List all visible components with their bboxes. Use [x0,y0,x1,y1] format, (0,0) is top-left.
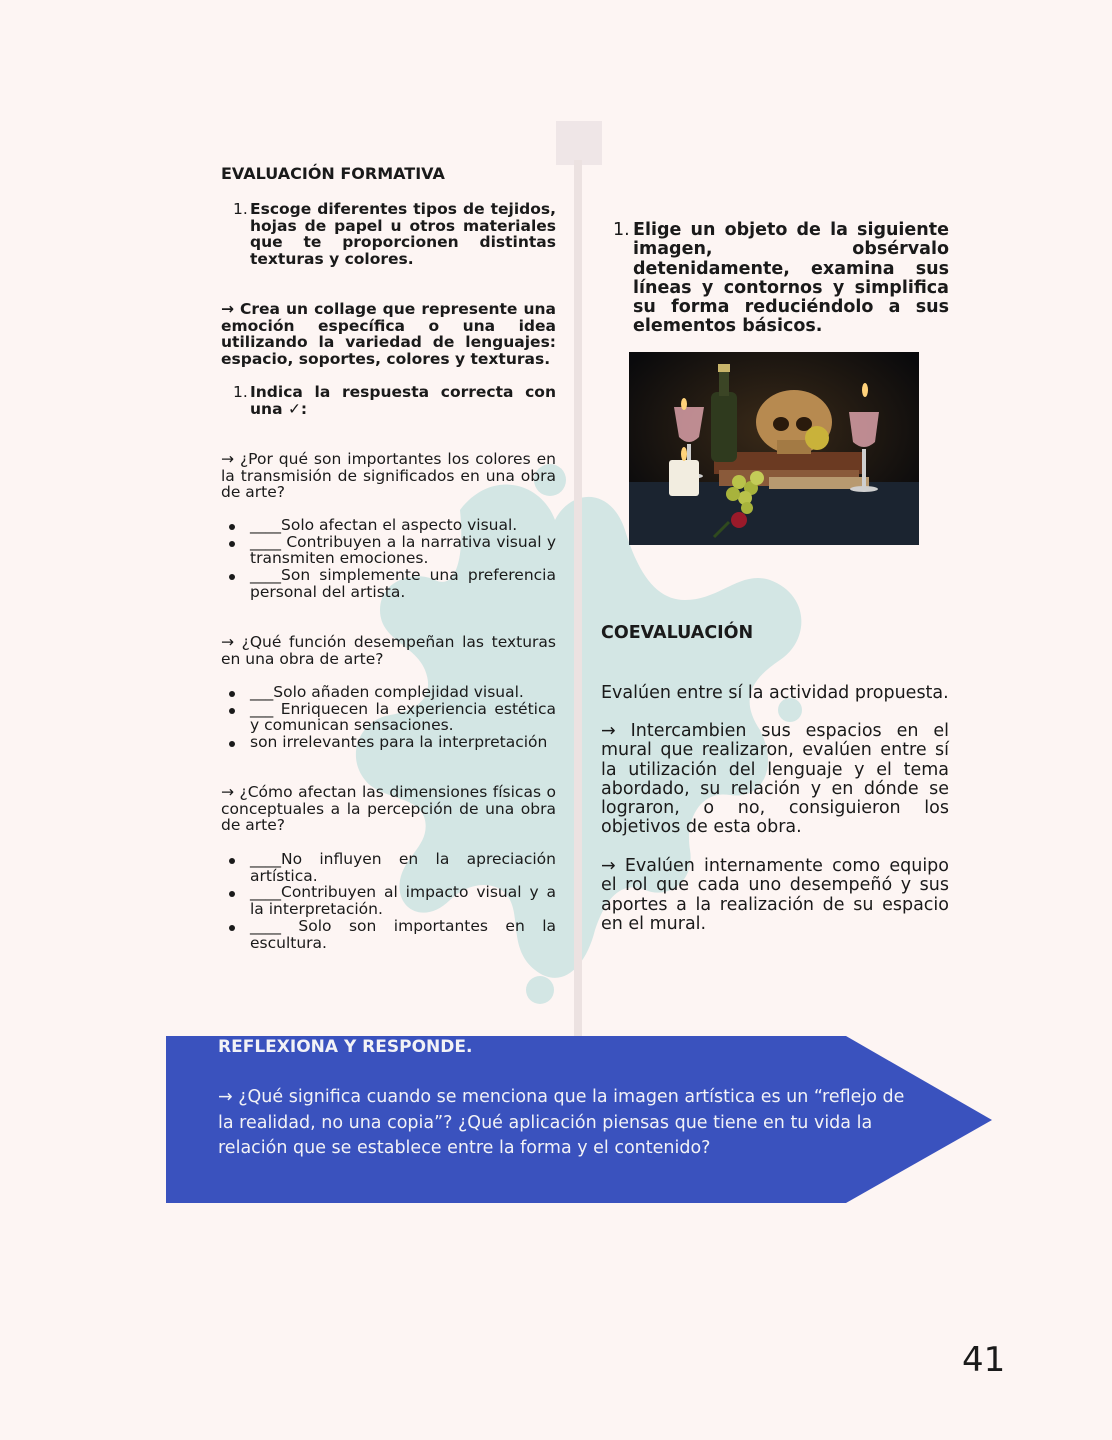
list-item: 1. Escoge diferentes tipos de tejidos, hojas de papel u otros materiales que te proporcionen distintas texturas y colores. [233,200,556,269]
option: ____Solo afectan el aspecto visual. [221,517,556,534]
item-text: Elige un objeto de la siguiente imagen, obsérvalo detenidamente, examina sus líneas y contornos y simplifica su forma reduciéndolo a sus elementos básicos. [633,220,949,337]
option: ____ Solo son importantes en la escultura. [221,918,556,951]
question-2: → ¿Qué función desempeñan las texturas en una obra de arte? [221,633,556,668]
banner-title: REFLEXIONA Y RESPONDE. [218,1037,473,1057]
question-1: → ¿Por qué son importantes los colores en la transmisión de significados en una obra de arte? [221,450,556,502]
option: ____No influyen en la apreciación artística. [221,851,556,884]
coevaluacion-intro: Evalúen entre sí la actividad propuesta. [601,683,949,703]
question-3-options [221,851,556,951]
option: ____Son simplemente una preferencia personal del artista. [221,567,556,600]
collage-instruction: → Crea un collage que represente una emoción específica o una idea utilizando la variedad de lenguajes: espacio, soportes, colores y texturas. [221,300,556,369]
still-life-photo [629,352,919,545]
question-1-options [221,517,556,601]
reflection-banner [166,1036,992,1203]
section-title-coevaluacion: COEVALUACIÓN [601,623,754,643]
question-2-options [221,684,556,751]
question-3: → ¿Cómo afectan las dimensiones físicas o conceptuales a la percepción de una obra de arte? [221,783,556,835]
section-title-evaluacion-formativa: EVALUACIÓN FORMATIVA [221,164,445,183]
option: ____Contribuyen al impacto visual y a la interpretación. [221,884,556,917]
banner-text: → ¿Qué significa cuando se menciona que la imagen artística es un “reflejo de la realidad, no una copia”? ¿Qué aplicación piensas que tiene en tu vida la relación que se establece entre la forma y el contenido? [218,1087,905,1158]
page-number: 41 [962,1340,1006,1380]
option: ____ Contribuyen a la narrativa visual y transmiten emociones. [221,534,556,567]
numbered-list-2 [221,384,556,417]
option: ___ Enriquecen la experiencia estética y comunican sensaciones. [221,701,556,734]
divider-cap [556,121,602,165]
coevaluacion-paragraph-1: → Intercambien sus espacios en el mural que realizaron, evalúen entre sí la utilización del lenguaje y el tema abordado, su relación y en dónde se lograron, o no, consiguieron los objetivos de esta obra. [601,721,949,838]
list-item: 1. Indica la respuesta correcta con una ✓: [233,383,556,418]
checkmark-icon: ✓: [287,399,308,418]
item-text: Indica la respuesta correcta con una [250,383,556,418]
list-item: 1. Elige un objeto de la siguiente imagen, obsérvalo detenidamente, examina sus líneas y contornos y simplifica su forma reduciéndolo a sus elementos básicos. [613,220,949,337]
option: son irrelevantes para la interpretación [221,734,556,751]
option: ___Solo añaden complejidad visual. [221,684,556,701]
numbered-list-right [601,221,949,337]
item-text: Escoge diferentes tipos de tejidos, hojas de papel u otros materiales que te proporcionen distintas texturas y colores. [250,200,556,269]
column-divider [574,160,582,1036]
numbered-list-1 [221,201,556,268]
coevaluacion-paragraph-2: → Evalúen internamente como equipo el rol que cada uno desempeñó y sus aportes a la realización de su espacio en el mural. [601,856,949,934]
